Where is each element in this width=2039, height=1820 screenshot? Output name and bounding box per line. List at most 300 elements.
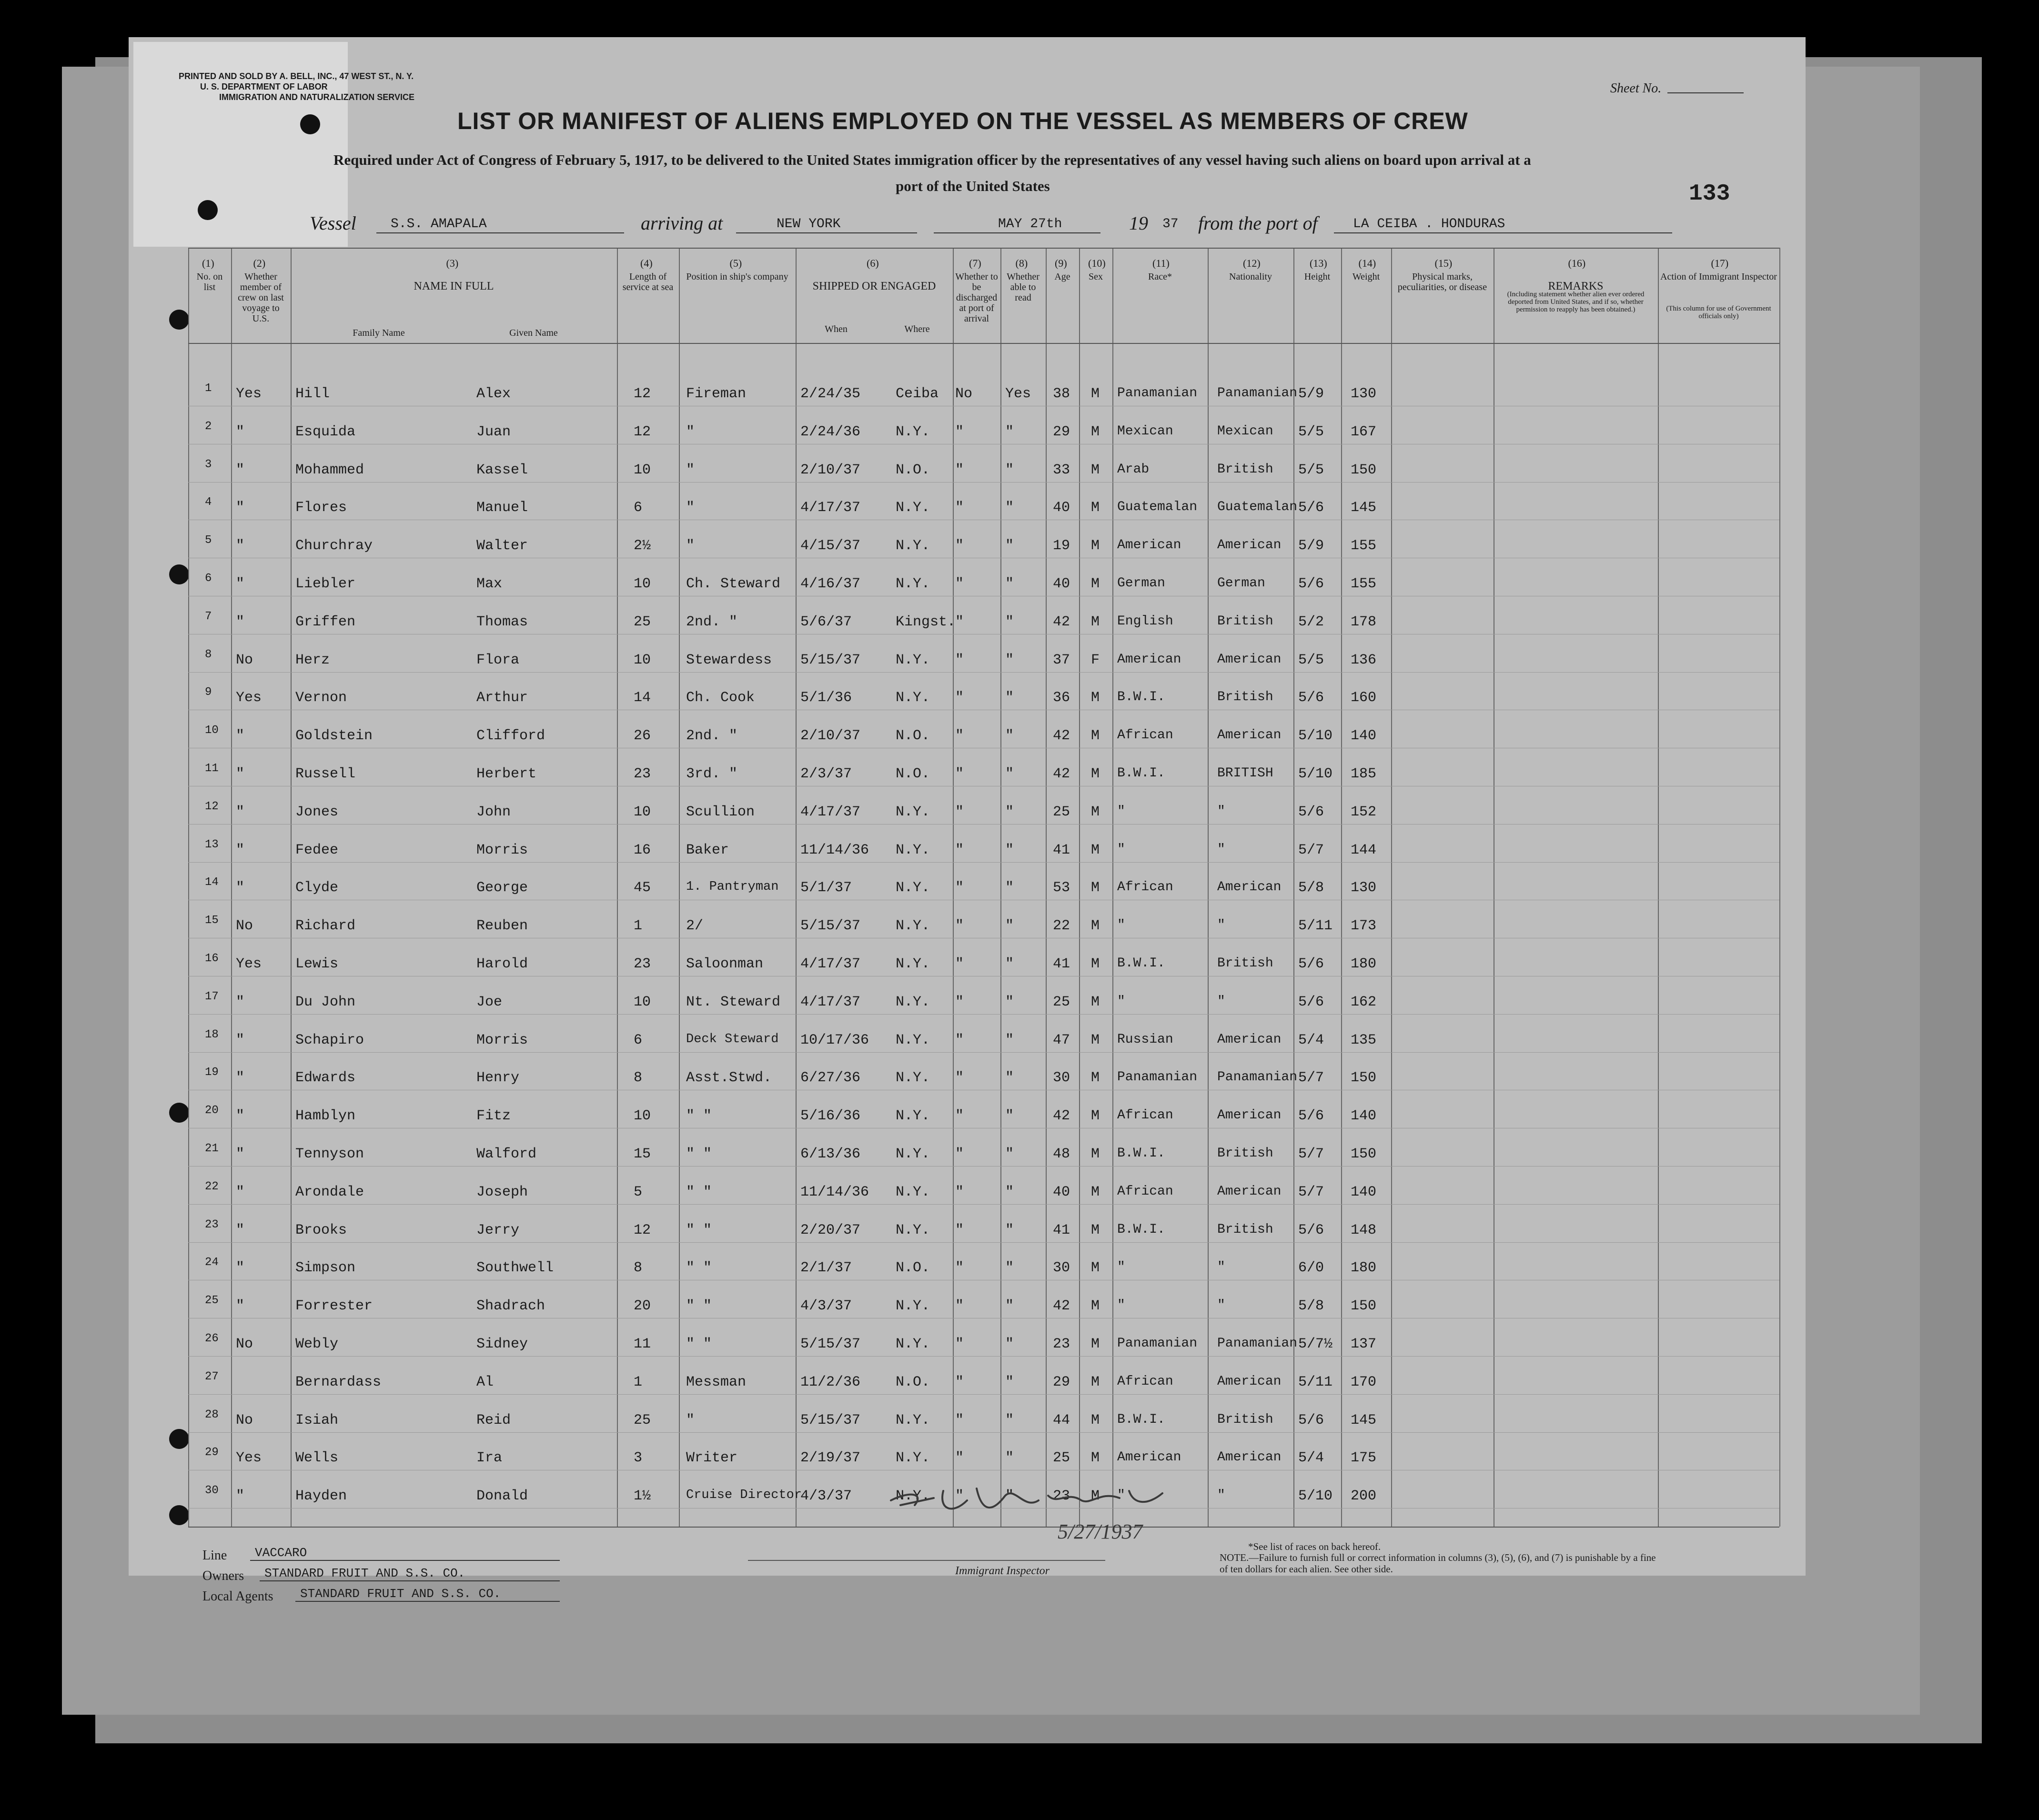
nationality: American bbox=[1217, 1374, 1282, 1389]
weight: 145 bbox=[1351, 1412, 1377, 1428]
position: Ch. Steward bbox=[686, 576, 781, 592]
given-name: Al bbox=[476, 1374, 494, 1390]
row-rule bbox=[188, 1242, 1779, 1243]
family-name: Forrester bbox=[295, 1298, 373, 1315]
sex: M bbox=[1091, 842, 1100, 858]
age: 44 bbox=[1053, 1412, 1070, 1428]
punch-hole bbox=[169, 310, 189, 330]
arriving-underline bbox=[736, 232, 917, 233]
row-number: 10 bbox=[205, 724, 219, 737]
given-name: Alex bbox=[476, 386, 511, 402]
member-last-voyage: " bbox=[236, 576, 245, 592]
age: 48 bbox=[1053, 1146, 1070, 1162]
length-of-service: 23 bbox=[634, 956, 651, 972]
discharged: " bbox=[955, 1184, 964, 1200]
column-rule bbox=[1391, 248, 1392, 1527]
height: 5/11 bbox=[1298, 918, 1333, 935]
length-of-service: 12 bbox=[634, 423, 651, 440]
age: 41 bbox=[1053, 1222, 1070, 1238]
row-number: 29 bbox=[205, 1446, 219, 1459]
length-of-service: 26 bbox=[634, 728, 651, 744]
given-name: Max bbox=[476, 576, 503, 592]
column-header: Sex bbox=[1089, 271, 1103, 282]
height: 5/4 bbox=[1298, 1032, 1324, 1048]
able-to-read: " bbox=[1005, 1450, 1014, 1467]
position: Saloonman bbox=[686, 956, 764, 972]
column-header: Whether to be discharged at port of arrival bbox=[955, 271, 998, 324]
member-last-voyage: " bbox=[236, 880, 245, 896]
nationality: American bbox=[1217, 1108, 1282, 1123]
column-rule bbox=[1112, 248, 1113, 1527]
family-name: Du John bbox=[295, 994, 356, 1010]
family-name: Arondale bbox=[295, 1184, 364, 1200]
row-number: 6 bbox=[205, 572, 212, 585]
row-number: 5 bbox=[205, 534, 212, 547]
shipped-where: N.Y. bbox=[896, 1222, 930, 1238]
sex: M bbox=[1091, 804, 1100, 820]
position: Stewardess bbox=[686, 652, 772, 668]
height: 5/10 bbox=[1298, 728, 1333, 744]
race: Panamanian bbox=[1117, 1336, 1198, 1351]
shipped-where: N.O. bbox=[896, 462, 930, 478]
owners-underline bbox=[260, 1580, 560, 1581]
sex: M bbox=[1091, 690, 1100, 706]
shipped-where: N.O. bbox=[896, 766, 930, 782]
family-name: Hayden bbox=[295, 1488, 347, 1505]
family-name-header: Family Name bbox=[353, 328, 405, 338]
line-value: VACCARO bbox=[255, 1546, 307, 1560]
age: 25 bbox=[1053, 804, 1070, 820]
able-to-read: " bbox=[1005, 1260, 1014, 1277]
family-name: Flores bbox=[295, 500, 347, 516]
from-port-label: from the port of bbox=[1198, 212, 1318, 234]
column-rule bbox=[617, 248, 618, 1527]
weight: 150 bbox=[1351, 1298, 1377, 1315]
remarks-note: (Including statement whether alien ever ordered deported from United States, and if so, whether permission to reapply has been obtained.) bbox=[1507, 291, 1645, 313]
height: 5/7½ bbox=[1298, 1336, 1333, 1352]
column-number: (3) bbox=[446, 257, 459, 269]
sex: M bbox=[1091, 1298, 1100, 1315]
discharged: " bbox=[955, 1412, 964, 1428]
able-to-read: " bbox=[1005, 1146, 1014, 1162]
discharged: " bbox=[955, 652, 964, 668]
row-rule bbox=[188, 1014, 1779, 1015]
shipped-when: 4/17/37 bbox=[800, 956, 861, 972]
member-last-voyage: No bbox=[236, 1336, 253, 1352]
column-rule bbox=[1779, 248, 1780, 1527]
sex: M bbox=[1091, 386, 1100, 402]
family-name: Liebler bbox=[295, 576, 356, 592]
discharged: " bbox=[955, 994, 964, 1010]
sex: M bbox=[1091, 728, 1100, 744]
nationality: Guatemalan bbox=[1217, 500, 1298, 515]
age: 30 bbox=[1053, 1260, 1070, 1277]
race: Panamanian bbox=[1117, 386, 1198, 401]
member-last-voyage: " bbox=[236, 423, 245, 440]
family-name: Tennyson bbox=[295, 1146, 364, 1162]
race: American bbox=[1117, 652, 1181, 667]
family-name: Clyde bbox=[295, 880, 339, 896]
race: American bbox=[1117, 538, 1181, 553]
shipped-when: 5/1/37 bbox=[800, 880, 852, 896]
shipped-when: 11/2/36 bbox=[800, 1374, 861, 1390]
able-to-read: " bbox=[1005, 1032, 1014, 1048]
race: " bbox=[1117, 1260, 1125, 1275]
nationality: German bbox=[1217, 576, 1265, 591]
length-of-service: 10 bbox=[634, 576, 651, 592]
shipped-where: N.Y. bbox=[896, 956, 930, 972]
row-rule bbox=[188, 1052, 1779, 1053]
discharged: " bbox=[955, 956, 964, 972]
sex: M bbox=[1091, 538, 1100, 554]
nationality: " bbox=[1217, 918, 1225, 933]
nationality: American bbox=[1217, 1450, 1282, 1465]
able-to-read: " bbox=[1005, 538, 1014, 554]
age: 22 bbox=[1053, 918, 1070, 935]
position: Writer bbox=[686, 1450, 738, 1467]
shipped-when: 10/17/36 bbox=[800, 1032, 869, 1048]
shipped-when: 5/15/37 bbox=[800, 918, 861, 935]
column-header: SHIPPED OR ENGAGED bbox=[812, 280, 936, 292]
sex: M bbox=[1091, 462, 1100, 478]
member-last-voyage: " bbox=[236, 538, 245, 554]
given-name-header: Given Name bbox=[509, 328, 558, 338]
shipped-where: N.Y. bbox=[896, 1146, 930, 1162]
row-number: 25 bbox=[205, 1294, 219, 1307]
nationality: British bbox=[1217, 1146, 1273, 1161]
row-number: 18 bbox=[205, 1028, 219, 1041]
column-header: Height bbox=[1304, 271, 1331, 282]
shipped-where: N.Y. bbox=[896, 1032, 930, 1048]
position: Nt. Steward bbox=[686, 994, 781, 1010]
shipped-when: 5/15/37 bbox=[800, 1336, 861, 1352]
discharged: " bbox=[955, 1374, 964, 1390]
row-number: 3 bbox=[205, 458, 212, 471]
given-name: Southwell bbox=[476, 1260, 554, 1277]
length-of-service: 23 bbox=[634, 766, 651, 782]
row-number: 11 bbox=[205, 762, 219, 775]
weight: 155 bbox=[1351, 576, 1377, 592]
position: " " bbox=[686, 1336, 712, 1352]
race: African bbox=[1117, 1374, 1173, 1389]
row-number: 30 bbox=[205, 1484, 219, 1498]
able-to-read: " bbox=[1005, 613, 1014, 630]
able-to-read: " bbox=[1005, 1070, 1014, 1086]
height: 5/8 bbox=[1298, 1298, 1324, 1315]
page-number: 133 bbox=[1689, 181, 1730, 207]
race: Russian bbox=[1117, 1032, 1173, 1047]
member-last-voyage: No bbox=[236, 1412, 253, 1428]
family-name: Herz bbox=[295, 652, 330, 668]
row-number: 2 bbox=[205, 420, 212, 433]
given-name: Joe bbox=[476, 994, 503, 1010]
given-name: Sidney bbox=[476, 1336, 528, 1352]
column-header: Whether able to read bbox=[1007, 271, 1040, 303]
sex: M bbox=[1091, 1070, 1100, 1086]
owners-value: STANDARD FRUIT AND S.S. CO. bbox=[264, 1566, 465, 1580]
column-number: (2) bbox=[253, 257, 266, 269]
able-to-read: " bbox=[1005, 576, 1014, 592]
shipped-when: 5/15/37 bbox=[800, 1412, 861, 1428]
shipped-when: 4/3/37 bbox=[800, 1488, 852, 1505]
shipped-where: N.Y. bbox=[896, 1336, 930, 1352]
height: 5/7 bbox=[1298, 1070, 1324, 1086]
given-name: Ira bbox=[476, 1450, 503, 1467]
column-header: Length of service at sea bbox=[622, 271, 674, 292]
sex: M bbox=[1091, 956, 1100, 972]
row-number: 20 bbox=[205, 1104, 219, 1117]
shipped-when: 2/10/37 bbox=[800, 728, 861, 744]
vessel-underline bbox=[376, 232, 624, 233]
length-of-service: 15 bbox=[634, 1146, 651, 1162]
length-of-service: 10 bbox=[634, 804, 651, 820]
sex: M bbox=[1091, 994, 1100, 1010]
shipped-when: 2/19/37 bbox=[800, 1450, 861, 1467]
discharged: " bbox=[955, 1070, 964, 1086]
shipped-where: N.Y. bbox=[896, 1108, 930, 1125]
discharged: " bbox=[955, 728, 964, 744]
inspector-signature bbox=[881, 1472, 1205, 1548]
length-of-service: 5 bbox=[634, 1184, 643, 1200]
column-number: (6) bbox=[867, 257, 879, 269]
member-last-voyage: " bbox=[236, 462, 245, 478]
column-rule bbox=[1079, 248, 1080, 1527]
local-agents-value: STANDARD FRUIT AND S.S. CO. bbox=[300, 1587, 501, 1601]
discharged: " bbox=[955, 1146, 964, 1162]
shipped-where: N.Y. bbox=[896, 1488, 930, 1505]
able-to-read: " bbox=[1005, 918, 1014, 935]
column-rule bbox=[1208, 248, 1209, 1527]
family-name: Webly bbox=[295, 1336, 339, 1352]
sex: M bbox=[1091, 500, 1100, 516]
given-name: Manuel bbox=[476, 500, 528, 516]
able-to-read: " bbox=[1005, 1336, 1014, 1352]
length-of-service: 10 bbox=[634, 652, 651, 668]
family-name: Jones bbox=[295, 804, 339, 820]
race: African bbox=[1117, 1184, 1173, 1199]
length-of-service: 11 bbox=[634, 1336, 651, 1352]
arriving-port: NEW YORK bbox=[777, 217, 841, 231]
member-last-voyage: Yes bbox=[236, 1450, 262, 1467]
position: Deck Steward bbox=[686, 1032, 779, 1046]
discharged: " bbox=[955, 1032, 964, 1048]
sex: M bbox=[1091, 1184, 1100, 1200]
length-of-service: 45 bbox=[634, 880, 651, 896]
shipped-when: 5/15/37 bbox=[800, 652, 861, 668]
given-name: Juan bbox=[476, 423, 511, 440]
length-of-service: 8 bbox=[634, 1070, 643, 1086]
position: Ch. Cook bbox=[686, 690, 755, 706]
family-name: Esquida bbox=[295, 423, 356, 440]
able-to-read: " bbox=[1005, 462, 1014, 478]
age: 29 bbox=[1053, 423, 1070, 440]
given-name: Herbert bbox=[476, 766, 537, 782]
shipped-when: 4/17/37 bbox=[800, 804, 861, 820]
vessel-name: S.S. AMAPALA bbox=[391, 217, 487, 231]
weight: 144 bbox=[1351, 842, 1377, 858]
age: 36 bbox=[1053, 690, 1070, 706]
height: 5/10 bbox=[1298, 766, 1333, 782]
discharged: " bbox=[955, 462, 964, 478]
length-of-service: 1 bbox=[634, 918, 643, 935]
nationality: " bbox=[1217, 1488, 1225, 1503]
given-name: Flora bbox=[476, 652, 520, 668]
age: 40 bbox=[1053, 500, 1070, 516]
height: 5/6 bbox=[1298, 1412, 1324, 1428]
race: B.W.I. bbox=[1117, 1412, 1165, 1427]
given-name: Walford bbox=[476, 1146, 537, 1162]
row-number: 24 bbox=[205, 1256, 219, 1269]
height: 5/5 bbox=[1298, 462, 1324, 478]
shipped-where: N.Y. bbox=[896, 1450, 930, 1467]
race: German bbox=[1117, 576, 1165, 591]
sex: M bbox=[1091, 1108, 1100, 1125]
height: 5/6 bbox=[1298, 1222, 1324, 1238]
shipped-where: N.Y. bbox=[896, 1070, 930, 1086]
row-number: 23 bbox=[205, 1218, 219, 1231]
service-line: IMMIGRATION AND NATURALIZATION SERVICE bbox=[219, 92, 414, 102]
given-name: Henry bbox=[476, 1070, 520, 1086]
family-name: Griffen bbox=[295, 613, 356, 630]
column-number: (17) bbox=[1711, 257, 1729, 269]
race: " bbox=[1117, 804, 1125, 819]
shipped-when: 2/3/37 bbox=[800, 766, 852, 782]
member-last-voyage: " bbox=[236, 766, 245, 782]
weight: 170 bbox=[1351, 1374, 1377, 1390]
punch-hole bbox=[169, 1505, 189, 1525]
row-number: 19 bbox=[205, 1066, 219, 1079]
sex: M bbox=[1091, 1412, 1100, 1428]
year-suffix: 37 bbox=[1162, 217, 1179, 231]
position: " " bbox=[686, 1260, 712, 1277]
nationality: British bbox=[1217, 1412, 1273, 1427]
inspector-label: Immigrant Inspector bbox=[955, 1565, 1050, 1577]
weight: 136 bbox=[1351, 652, 1377, 668]
race: " bbox=[1117, 918, 1125, 933]
given-name: Arthur bbox=[476, 690, 528, 706]
shipped-when: 2/24/36 bbox=[800, 423, 861, 440]
column-header: Age bbox=[1054, 271, 1070, 282]
discharged: " bbox=[955, 1336, 964, 1352]
position: Asst.Stwd. bbox=[686, 1070, 772, 1086]
member-last-voyage: No bbox=[236, 652, 253, 668]
shipped-where: N.O. bbox=[896, 1260, 930, 1277]
nationality: American bbox=[1217, 880, 1282, 895]
weight: 150 bbox=[1351, 462, 1377, 478]
row-number: 17 bbox=[205, 990, 219, 1003]
given-name: Thomas bbox=[476, 613, 528, 630]
discharged: " bbox=[955, 880, 964, 896]
weight: 145 bbox=[1351, 500, 1377, 516]
action-note: (This column for use of Government officials only) bbox=[1666, 305, 1771, 320]
line-label: Line bbox=[202, 1548, 227, 1563]
sex: M bbox=[1091, 1450, 1100, 1467]
age: 25 bbox=[1053, 1450, 1070, 1467]
position: Baker bbox=[686, 842, 729, 858]
column-header: Weight bbox=[1352, 271, 1380, 282]
row-number: 7 bbox=[205, 610, 212, 623]
race: African bbox=[1117, 880, 1173, 895]
member-last-voyage: " bbox=[236, 1032, 245, 1048]
race: " bbox=[1117, 1298, 1125, 1313]
weight: 130 bbox=[1351, 880, 1377, 896]
manifest-subtitle: Required under Act of Congress of February 5, 1917, to be delivered to the United States immigration officer by the representatives of any vessel having such aliens on board upon arrival at a bbox=[333, 151, 1531, 168]
nationality: American bbox=[1217, 1032, 1282, 1047]
height: 5/5 bbox=[1298, 652, 1324, 668]
member-last-voyage: " bbox=[236, 1488, 245, 1505]
member-last-voyage: " bbox=[236, 804, 245, 820]
inspector-line bbox=[748, 1560, 1105, 1561]
able-to-read: " bbox=[1005, 1412, 1014, 1428]
sex: M bbox=[1091, 1336, 1100, 1352]
age: 33 bbox=[1053, 462, 1070, 478]
shipped-where: N.Y. bbox=[896, 500, 930, 516]
weight: 178 bbox=[1351, 613, 1377, 630]
given-name: Morris bbox=[476, 842, 528, 858]
row-number: 1 bbox=[205, 382, 212, 395]
column-header: Nationality bbox=[1229, 271, 1272, 282]
able-to-read: " bbox=[1005, 880, 1014, 896]
column-rule bbox=[796, 248, 797, 1527]
printer-credit: PRINTED AND SOLD BY A. BELL, INC., 47 WEST ST., N. Y. bbox=[179, 71, 414, 81]
shipped-where: N.O. bbox=[896, 728, 930, 744]
race: African bbox=[1117, 728, 1173, 743]
able-to-read: " bbox=[1005, 690, 1014, 706]
position: 3rd. " bbox=[686, 766, 738, 782]
able-to-read: " bbox=[1005, 766, 1014, 782]
age: 53 bbox=[1053, 880, 1070, 896]
weight: 150 bbox=[1351, 1070, 1377, 1086]
family-name: Hill bbox=[295, 386, 330, 402]
nationality: Panamanian bbox=[1217, 386, 1298, 401]
row-rule bbox=[188, 862, 1779, 863]
column-number: (4) bbox=[640, 257, 653, 269]
length-of-service: 25 bbox=[634, 613, 651, 630]
discharged: No bbox=[955, 386, 973, 402]
column-header: Position in ship's company bbox=[686, 271, 788, 282]
punch-hole bbox=[169, 1429, 189, 1449]
shipped-when: 11/14/36 bbox=[800, 842, 869, 858]
column-header: Action of Immigrant Inspector bbox=[1660, 271, 1777, 282]
member-last-voyage: " bbox=[236, 1146, 245, 1162]
sheet-number-label: Sheet No. bbox=[1610, 81, 1662, 96]
sex: M bbox=[1091, 918, 1100, 935]
height: 5/6 bbox=[1298, 1108, 1324, 1125]
member-last-voyage: " bbox=[236, 1108, 245, 1125]
weight: 162 bbox=[1351, 994, 1377, 1010]
member-last-voyage: Yes bbox=[236, 386, 262, 402]
height: 5/2 bbox=[1298, 613, 1324, 630]
weight: 137 bbox=[1351, 1336, 1377, 1352]
race: B.W.I. bbox=[1117, 1222, 1165, 1237]
nationality: Panamanian bbox=[1217, 1070, 1298, 1085]
position: " bbox=[686, 500, 695, 516]
member-last-voyage: " bbox=[236, 842, 245, 858]
column-number: (12) bbox=[1243, 257, 1261, 269]
discharged: " bbox=[955, 690, 964, 706]
family-name: Simpson bbox=[295, 1260, 356, 1277]
nationality: Panamanian bbox=[1217, 1336, 1298, 1351]
member-last-voyage: " bbox=[236, 1298, 245, 1315]
column-rule bbox=[188, 248, 189, 1527]
nationality: " bbox=[1217, 842, 1225, 857]
family-name: Goldstein bbox=[295, 728, 373, 744]
shipped-when: 6/27/36 bbox=[800, 1070, 861, 1086]
department-line: U. S. DEPARTMENT OF LABOR bbox=[200, 82, 328, 91]
sex: M bbox=[1091, 766, 1100, 782]
family-name: Richard bbox=[295, 918, 356, 935]
height: 5/4 bbox=[1298, 1450, 1324, 1467]
